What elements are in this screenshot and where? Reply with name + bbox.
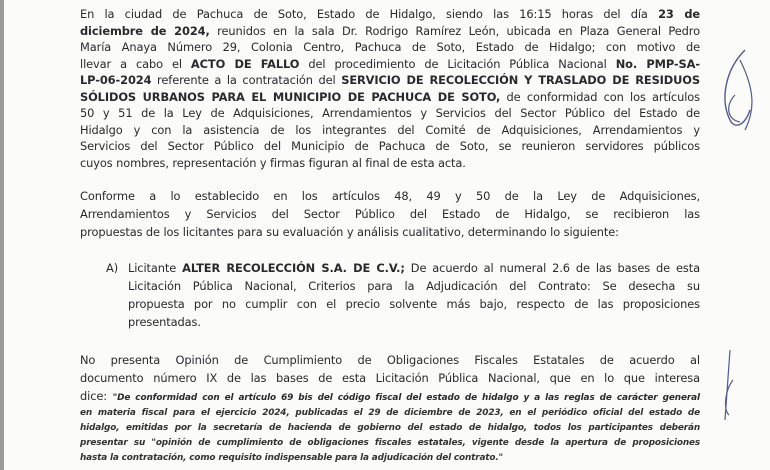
text-line — [80, 56, 700, 72]
text-line — [80, 89, 700, 105]
bold-text: ALTER RECOLECCIÓN S.A. DE C.V.; — [182, 261, 405, 275]
text-segment: Licitación Pública Nacional, Criterios para la Adjudicación del Contrato: Se desecha su — [128, 279, 700, 293]
text-line — [80, 405, 700, 421]
text-segment: propuesta por no cumplir con el precio solvente más bajo, respecto de las proposiciones — [128, 297, 700, 311]
text-segment: referente a la contratación del — [151, 73, 342, 87]
text-line — [128, 278, 700, 294]
text-line — [80, 206, 700, 222]
text-line — [80, 122, 700, 138]
text-segment: cuyos nombres, representación y firmas figuran al final de esta acta. — [80, 155, 466, 170]
text-segment: documento número IX de las bases de esta Licitación Pública Nacional, que en lo que interesa — [80, 371, 700, 385]
bold-text: 23 de — [658, 7, 700, 21]
text-segment: Hidalgo y con la asistencia de los integrantes del Comité de Adquisiciones, Arrendamientos y — [80, 122, 700, 137]
page-edge — [0, 0, 4, 470]
text-segment: 50 y 51 de la Ley de Adquisiciones, Arrendamientos y Servicios del Sector Público del Estado de — [80, 106, 700, 120]
text-line — [128, 296, 700, 312]
text-line — [80, 370, 700, 386]
text-segment: Servicios del Sector Público del Municipio de Pachuca de Soto, se reunieron servidores públicos — [80, 139, 700, 153]
text-segment: Arrendamientos y Servicios del Sector Público del Estado de Hidalgo, se recibieron las — [80, 207, 700, 221]
text-segment: presentadas. — [128, 315, 201, 329]
text-line — [80, 420, 700, 436]
text-line — [80, 138, 700, 154]
text-line — [128, 314, 700, 330]
text-segment: reunidos en la sala Dr. Rodrigo Ramírez León, ubicada en Plaza General Pedro — [209, 23, 701, 38]
text-line — [80, 352, 700, 368]
text-line — [80, 435, 700, 451]
bold-text: SERVICIO DE RECOLECCIÓN Y TRASLADO DE RESIDUOS — [341, 73, 700, 87]
text-line — [80, 23, 700, 39]
text-segment: en materia fiscal para el ejercicio 2024, publicadas el 29 de diciembre de 2023, en el periódico oficial del estado de — [80, 408, 700, 418]
text-line — [80, 72, 700, 88]
text-line — [80, 450, 700, 466]
text-segment: hasta la contratación, como requisito indispensable para la adjudicación del contrato." — [80, 453, 504, 463]
text-segment: Licitante — [128, 261, 183, 275]
bold-text: diciembre de 2024, — [80, 23, 210, 38]
list-label: A) — [106, 261, 119, 275]
text-line — [80, 224, 700, 240]
text-segment: de conformidad con los artículos — [500, 89, 700, 104]
text-line — [80, 39, 700, 55]
text-line — [80, 188, 700, 204]
text-segment: En la ciudad de Pachuca de Soto, Estado de Hidalgo, siendo las 16:15 horas del día — [80, 7, 659, 21]
text-segment: hidalgo, emitidas por la secretaría de hacienda de gobierno del estado de hidalgo, todos los participantes deberán — [80, 423, 700, 433]
bold-text: LP-06-2024 — [80, 73, 152, 87]
text-line — [80, 388, 700, 406]
text-segment: dice: — [80, 389, 113, 403]
bold-text: SÓLIDOS URBANOS PARA EL MUNICIPIO DE PACHUCA DE SOTO, — [80, 89, 501, 104]
text-segment: "De conformidad con el artículo 69 bis del código fiscal del estado de hidalgo y a las reglas de carácter general — [112, 393, 700, 403]
text-line — [128, 260, 700, 276]
text-line — [80, 6, 700, 22]
bold-text: No. PMP-SA- — [615, 56, 701, 71]
text-segment: presentar su "opinión de cumplimiento de obligaciones fiscales estatales, vigente desde la apertura de proposiciones — [80, 438, 700, 448]
text-segment: De acuerdo al numeral 2.6 de las bases de esta — [404, 261, 700, 275]
text-line — [80, 155, 700, 171]
text-line — [80, 105, 700, 121]
text-segment: del procedimiento de Licitación Pública Nacional — [299, 56, 616, 71]
text-segment: llevar a cabo el — [80, 56, 191, 71]
text-segment: propuestas de los licitantes para su evaluación y análisis cualitativo, determinando lo siguiente: — [80, 225, 619, 239]
text-segment: María Anaya Número 29, Colonia Centro, Pachuca de Soto, Estado de Hidalgo; con motivo de — [80, 40, 700, 54]
bold-text: ACTO DE FALLO — [190, 56, 300, 71]
text-segment: Conforme a lo establecido en los artículos 48, 49 y 50 de la Ley de Adquisiciones, — [80, 189, 700, 203]
signature-mark — [695, 0, 770, 470]
text-segment: No presenta Opinión de Cumplimiento de Obligaciones Fiscales Estatales de acuerdo al — [80, 353, 700, 367]
